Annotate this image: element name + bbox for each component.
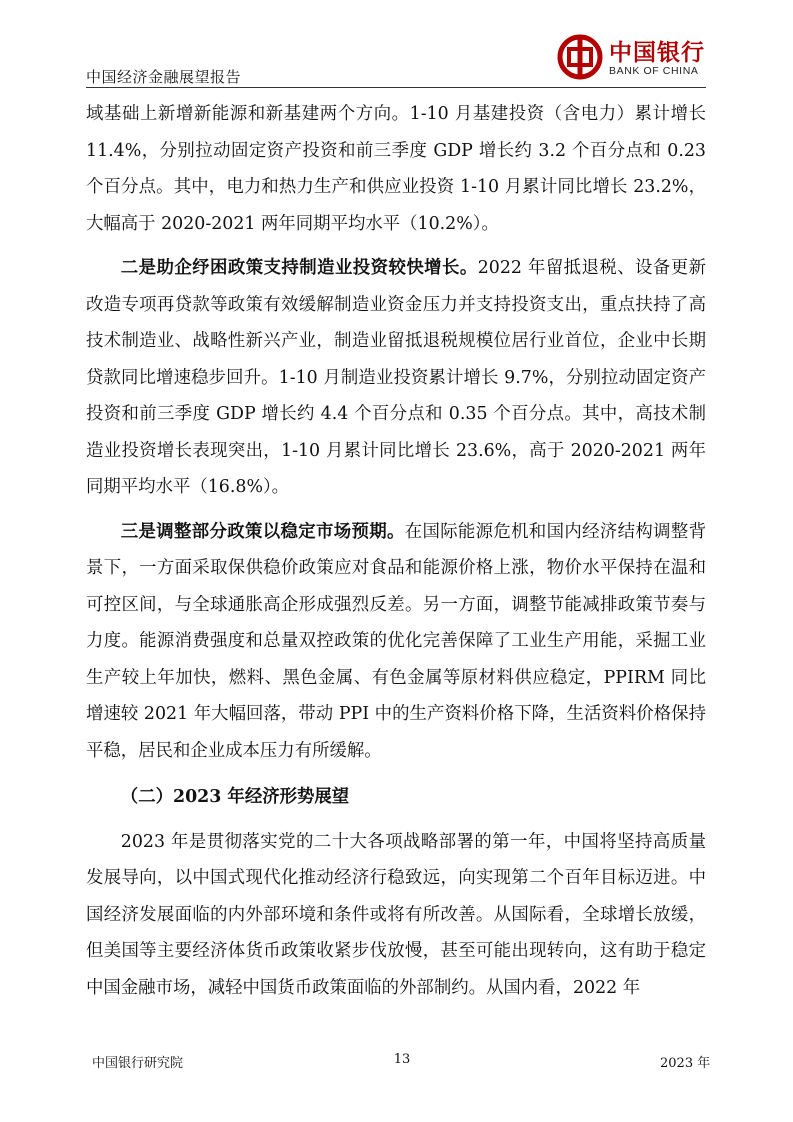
- paragraph-lead: 三是调整部分政策以稳定市场预期。: [120, 521, 405, 542]
- paragraph-manufacturing: [86, 250, 706, 506]
- footer-year: 2023 年: [660, 1056, 711, 1071]
- paragraph-policy: [86, 514, 706, 770]
- logo-chinese-text: 中国银行: [609, 39, 705, 66]
- paragraph-outlook: 2023 年是贯彻落实党的二十大各项战略部署的第一年，中国将坚持高质量发展导向，以中国式现代化推动经济行稳致远，向实现第二个百年目标迈进。中国经济发展面临的内外部环境和条件或将有所改善。从国际看，全球增长放缓，但美国等主要经济体货币政策收紧步伐放慢，甚至可能出现转向，这有助于稳定中国金融市场，减轻中国货币政策面临的外部制约。从国内看，2022 年: [86, 831, 706, 998]
- page-number: 13: [393, 1052, 411, 1067]
- paragraph-infrastructure: 域基础上新增新能源和新基建两个方向。1-10 月基建投资（含电力）累计增长 11.4%，分别拉动固定资产投资和前三季度 GDP 增长约 3.2 个百分点和 0.23 个百分点。其中，电力和热力生产和供应业投资 1-10 月累计同比增长 23.2%，大幅高于 2020-2021 两年同期平均水平（10.2%）。: [86, 104, 706, 234]
- paragraph-text: 在国际能源危机和国内经济结构调整背景下，一方面采取保供稳价政策应对食品和能源价格上涨，物价水平保持在温和可控区间，与全球通胀高企形成强烈反差。另一方面，调整节能减排政策节奏与力度。能源消费强度和总量双控政策的优化完善保障了工业生产用能，采掘工业生产较上年加快，燃料、黑色金属、有色金属等原材料供应稳定，PPIRM 同比增速较 2021 年大幅回落，带动 PPI 中的生产资料价格下降，生活资料价格保持平稳，居民和企业成本压力有所缓解。: [86, 521, 706, 761]
- logo-english-text: BANK OF CHINA: [609, 65, 699, 77]
- paragraph-lead: 二是助企纾困政策支持制造业投资较快增长。: [120, 258, 478, 278]
- report-body: [86, 96, 706, 1006]
- footer-institute: 中国银行研究院: [92, 1056, 184, 1071]
- paragraph-text: 2022 年留抵退税、设备更新改造专项再贷款等政策有效缓解制造业资金压力并支持投资支出，重点扶持了高技术制造业、战略性新兴产业，制造业留抵退税规模位居行业首位，企业中长期贷款同比增速稳步回升。1-10 月制造业投资累计增长 9.7%，分别拉动固定资产投资和前三季度 GDP 增长约 4.4 个百分点和 0.35 个百分点。其中，高技术制造业投资增长表现突出，1-10 月累计同比增长 23.6%，高于 2020-2021 两年同期平均水平（16.8%）。: [86, 258, 706, 497]
- bank-of-china-emblem-icon: [557, 34, 603, 80]
- bank-logo: [557, 34, 707, 82]
- header-divider: [86, 87, 706, 88]
- section-heading: （二）2023 年经济形势展望: [120, 787, 350, 807]
- report-title: 中国经济金融展望报告: [86, 68, 242, 86]
